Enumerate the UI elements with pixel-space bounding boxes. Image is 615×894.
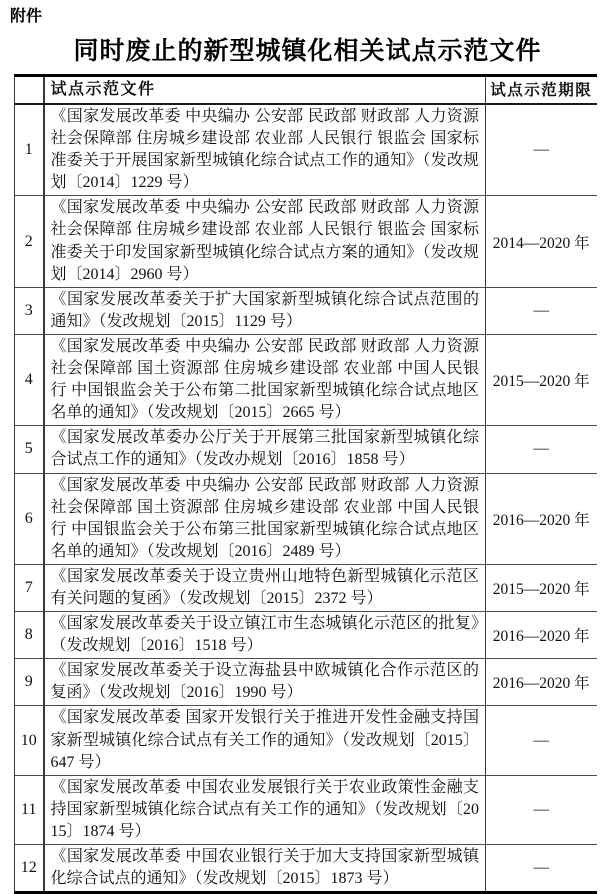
table-header [15, 76, 597, 105]
table-row [15, 706, 597, 775]
row-number-cell: 7 [15, 564, 44, 611]
period-cell: 2016—2020 年 [486, 659, 597, 706]
document-title-cell: 《国家发展改革委关于设立海盐县中欧城镇化合作示范区的复函》（发改规划〔2016〕1990 号） [44, 659, 486, 706]
row-number-cell: 11 [15, 775, 44, 844]
document-title-cell: 《国家发展改革委办公厅关于开展第三批国家新型城镇化综合试点工作的通知》（发改办规划〔2016〕1858 号） [44, 426, 486, 473]
period-cell: — [486, 775, 597, 844]
period-cell: 2015—2020 年 [486, 334, 597, 425]
header-row [15, 76, 597, 105]
header-cell-number [15, 76, 44, 105]
period-cell: — [486, 287, 597, 334]
row-number-cell: 6 [15, 473, 44, 564]
row-number-cell: 4 [15, 334, 44, 425]
page-title: 同时废止的新型城镇化相关试点示范文件 [73, 37, 542, 65]
table-row [15, 287, 597, 334]
table-row [15, 426, 597, 473]
period-cell: 2016—2020 年 [486, 612, 597, 659]
document-title-cell: 《国家发展改革委 中央编办 公安部 民政部 财政部 人力资源社会保障部 住房城乡建设部 农业部 人民银行 银监会 国家标准委关于开展国家新型城镇化综合试点工作的通知》（发改规划〔2014〕1229 号） [44, 104, 486, 196]
table-row [15, 196, 597, 287]
table-body [15, 104, 597, 893]
document-title-cell: 《国家发展改革委关于扩大国家新型城镇化综合试点范围的通知》（发改规划〔2015〕1129 号） [44, 287, 486, 334]
document-title-cell: 《国家发展改革委 国家开发银行关于推进开发性金融支持国家新型城镇化综合试点有关工作的通知》（发改规划〔2015〕647 号） [44, 706, 486, 775]
table-row [15, 334, 597, 425]
row-number-cell: 3 [15, 287, 44, 334]
row-number-cell: 1 [15, 104, 44, 196]
table-row [15, 775, 597, 844]
period-cell: 2016—2020 年 [486, 473, 597, 564]
document-title-cell: 《国家发展改革委关于设立镇江市生态城镇化示范区的批复》（发改规划〔2016〕1518 号） [44, 612, 486, 659]
period-cell: — [533, 141, 549, 159]
period-cell: — [486, 845, 597, 893]
pilot-documents-table [14, 74, 597, 894]
table-row [15, 659, 597, 706]
header-cell-period: 试点示范期限 [486, 76, 597, 105]
document-title-cell: 《国家发展改革委 中央编办 公安部 民政部 财政部 人力资源社会保障部 住房城乡建设部 农业部 人民银行 银监会 国家标准委关于印发国家新型城镇化综合试点方案的通知》（发改规划〔2014〕2960 号） [44, 196, 486, 287]
table-row [15, 845, 597, 893]
table-row [15, 473, 597, 564]
row-number-cell: 9 [15, 659, 44, 706]
document-title-cell: 《国家发展改革委 中央编办 公安部 民政部 财政部 人力资源社会保障部 国土资源部 住房城乡建设部 农业部 中国人民银行 中国银监会关于公布第三批国家新型城镇化综合试点地区名单的通知》（发改规划〔2016〕2489 号） [44, 473, 486, 564]
period-cell: — [486, 706, 597, 775]
row-number-cell: 8 [15, 612, 44, 659]
table-row [15, 104, 597, 196]
document-title-cell: 《国家发展改革委关于设立贵州山地特色新型城镇化示范区有关问题的复函》（发改规划〔2015〕2372 号） [44, 564, 486, 611]
document-title-cell: 《国家发展改革委 中央编办 公安部 民政部 财政部 人力资源社会保障部 国土资源部 住房城乡建设部 农业部 中国人民银行 中国银监会关于公布第二批国家新型城镇化综合试点地区名单的通知》（发改规划〔2015〕2665 号） [44, 334, 486, 425]
table-row [15, 564, 597, 611]
row-number-cell: 2 [15, 196, 44, 287]
row-number-cell: 5 [15, 426, 44, 473]
period-cell: 2014—2020 年 [486, 196, 597, 287]
row-number-cell: 10 [15, 706, 44, 775]
document-title-cell: 《国家发展改革委 中国农业银行关于加大支持国家新型城镇化综合试点的通知》（发改规划〔2015〕1873 号） [44, 845, 486, 893]
row-number-cell: 12 [15, 845, 44, 893]
document-title-cell: 《国家发展改革委 中国农业发展银行关于农业政策性金融支持国家新型城镇化综合试点有关工作的通知》（发改规划〔2015〕1874 号） [44, 775, 486, 844]
table-row [15, 612, 597, 659]
header-cell-document: 试点示范文件 [44, 76, 486, 105]
period-cell: — [486, 426, 597, 473]
period-cell: 2015—2020 年 [486, 564, 597, 611]
attachment-label: 附件 [10, 8, 43, 25]
